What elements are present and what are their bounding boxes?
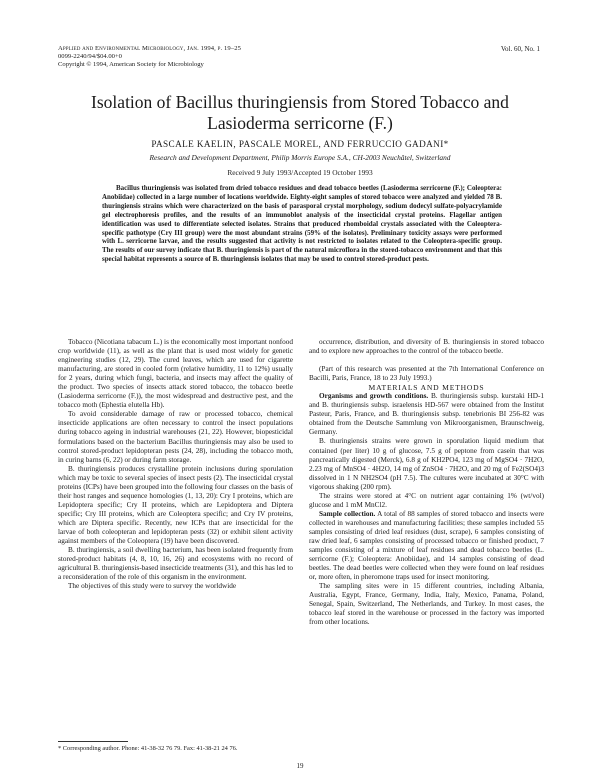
intro-paragraph-4: B. thuringiensis, a soil dwelling bacterium, has been isolated frequently from stored-product habitats (4, 8, 10, 16, 26) and ecosystems with no record of agricultural B. thuringiensis-based insecticide treatments (31), and this has led to a reconsideration of the role of this organism in the environment. bbox=[58, 546, 293, 582]
abstract-text: Bacillus thuringiensis was isolated from dried tobacco residues and dead tobacco beetles (Lasioderma serricorne (F.); Coleoptera: Anobiidae) collected in a large number of locations worldwide. Eighty-eight samples of stored tobacco were analyzed and yielded 78 B. thuringiensis strains which were characterized on the basis of parasporal crystal morphology, sodium dodecyl sulfate-polyacrylamide gel electrophoresis profiles, and the results of an immunoblot analysis of the insecticidal crystal proteins. Flagellar antigen identification was used to differentiate selected isolates. Strains that produced rhomboidal crystals associated with the Coleoptera-specific pathotype (Cry III group) were the most abundant strains (59% of the isolates). Preliminary toxicity assays were performed with L. serricorne larvae, and the results suggested that activity is not restricted to isolates related to the Coleoptera-specific group. The results of our survey indicate that B. thuringiensis is part of the natural microflora in the stored-tobacco environment and that this special habitat represents a source of B. thuringiensis isolates that may be used to control stored-product pests. bbox=[102, 184, 502, 264]
article-title bbox=[58, 92, 542, 134]
methods-text-1: B. thuringiensis subsp. kurstaki HD-1 and B. thuringiensis subsp. israelensis HD-567 were obtained from the Institut Pasteur, Paris, France, and B. thuringiensis subsp. tenebrionis BI 256-82 was obtained from the Deutsche Sammlung von Mikroorganismen, Braunschweig, Germany. bbox=[309, 392, 544, 437]
volume-number: Vol. 60, No. 1 bbox=[500, 45, 540, 53]
right-column bbox=[309, 338, 544, 627]
methods-paragraph-1 bbox=[309, 392, 544, 437]
affiliation: Research and Development Department, Philip Morris Europe S.A., CH-2003 Neuchâtel, Switzerland bbox=[149, 153, 451, 162]
title-line-1: Isolation of Bacillus thuringiensis from Stored Tobacco and bbox=[91, 92, 509, 112]
intro-paragraph-2: To avoid considerable damage of raw or processed tobacco, chemical insecticide applications are often necessary to control the insect populations during tobacco ageing in industrial warehouses (21, 22). However, biopesticidal formulations based on the bacterium Bacillus thuringiensis may also be used to control stored-product lepidopteran pests (24, 28), including the tobacco moth, in curing barns (6, 22) or during farm storage. bbox=[58, 410, 293, 464]
title-line-2: Lasioderma serricorne (F.) bbox=[207, 113, 393, 133]
abstract bbox=[102, 184, 502, 264]
intro-paragraph-6: occurrence, distribution, and diversity of B. thuringiensis in stored tobacco and to explore new approaches to the control of the tobacco beetle. bbox=[309, 338, 544, 356]
methods-paragraph-5: The sampling sites were in 15 different countries, including Albania, Australia, Egypt, France, Germany, India, Italy, Mexico, Panama, Poland, Senegal, Spain, Switzerland, The Netherlands, and Turkey. In most cases, the tobacco leaf stored in the warehouse or processed in the factory was imported from other locations. bbox=[309, 582, 544, 627]
page-number: 19 bbox=[296, 762, 304, 770]
intro-paragraph-3: B. thuringiensis produces crystalline protein inclusions during sporulation which may be toxic to several species of insect pests (2). The insecticidal crystal proteins (ICPs) have been grouped into the following four classes on the basis of their host ranges and sequence homologies (1, 13, 20): Cry I proteins, which are Lepidoptera specific; Cry II proteins, which are Lepidoptera and Diptera specific; Cry III proteins, which are Coleoptera specific; and Cry IV proteins, which are Diptera specific. Recently, new ICPs that are insecticidal for the larvae of both coleopteran and lepidopteran pests (32) or exhibit silent activity against members of the Coleoptera (19) have been discovered. bbox=[58, 464, 293, 546]
footnote-rule bbox=[58, 741, 128, 742]
methods-paragraph-2: B. thuringiensis strains were grown in sporulation liquid medium that contained (per liter) 10 g of glucose, 7.5 g of peptone from casein that was pancreatically digested (Merck), 6.8 g of KH2PO4, 123 mg of MgSO4 · 7H2O, 2.23 mg of MnSO4 · 4H2O, 14 mg of ZnSO4 · 7H2O, and 20 mg of Fe2(SO4)3 dissolved in 1 N NH2SO4 (pH 7.5). The cultures were incubated at 30°C with vigorous shaking (200 rpm). bbox=[309, 437, 544, 491]
copyright: Copyright © 1994, American Society for Microbiology bbox=[58, 61, 204, 69]
methods-text-4: A total of 88 samples of stored tobacco and insects were collected in warehouses and manufacturing facilities; these samples included 55 samples consisting of dried leaf residues (dust, scrape), 6 samples consisting of raw dried leaf, 6 samples consisting of processed tobacco or finished product, 7 samples consisting of a mixture of leaf residues and dead tobacco beetles (L. serricorne (F.); Coleoptera: Anobiidae), and 14 samples consisting of dead beetles. The dead beetles were collected when they were found on leaf residues or, more often, in pheromone traps used for insect monitoring. bbox=[309, 509, 544, 582]
intro-paragraph-5: The objectives of this study were to survey the worldwide bbox=[68, 582, 237, 591]
methods-runin-2: Sample collection. bbox=[319, 509, 376, 518]
methods-paragraph-4 bbox=[309, 510, 544, 582]
received-dates: Received 9 July 1993/Accepted 19 October 1993 bbox=[227, 168, 373, 177]
issn: 0099-2240/94/$04.00+0 bbox=[58, 53, 122, 61]
footnote: * Corresponding author. Phone: 41-38-32 76 79. Fax: 41-38-21 24 76. bbox=[58, 745, 238, 752]
journal-header bbox=[58, 45, 241, 70]
author-list: PASCALE KAELIN, PASCALE MOREL, AND FERRUCCIO GADANI* bbox=[151, 139, 449, 149]
journal-citation: Applied and Environmental Microbiology, Jan. 1994, p. 19–25 bbox=[58, 45, 242, 52]
conference-note: (Part of this research was presented at the 7th International Conference on Bacilli, Paris, France, 18 to 23 July 1993.) bbox=[309, 365, 544, 383]
section-heading-methods: MATERIALS AND METHODS bbox=[368, 383, 485, 393]
methods-paragraph-3: The strains were stored at 4°C on nutrient agar containing 1% (wt/vol) glucose and 1 mM MnCl2. bbox=[309, 491, 544, 509]
left-column bbox=[58, 338, 293, 591]
methods-runin-1: Organisms and growth conditions. bbox=[319, 392, 429, 401]
intro-paragraph-1: Tobacco (Nicotiana tabacum L.) is the economically most important nonfood crop worldwide (11), as well as the plant that is used most widely for genetic engineering studies (12, 29). The cured leaves, which are used for cigarette manufacturing, are stored in cooled form (relative humidity, 11 to 12%) usually for 2 years, during which fungi, bacteria, and insects may affect the quality of the product. Two species of insects attack stored tobacco, the tobacco beetle (Lasioderma serricorne (F.)), the most widespread and destructive pest, and the tobacco moth (Ephestia elutella Hb). bbox=[58, 338, 293, 410]
